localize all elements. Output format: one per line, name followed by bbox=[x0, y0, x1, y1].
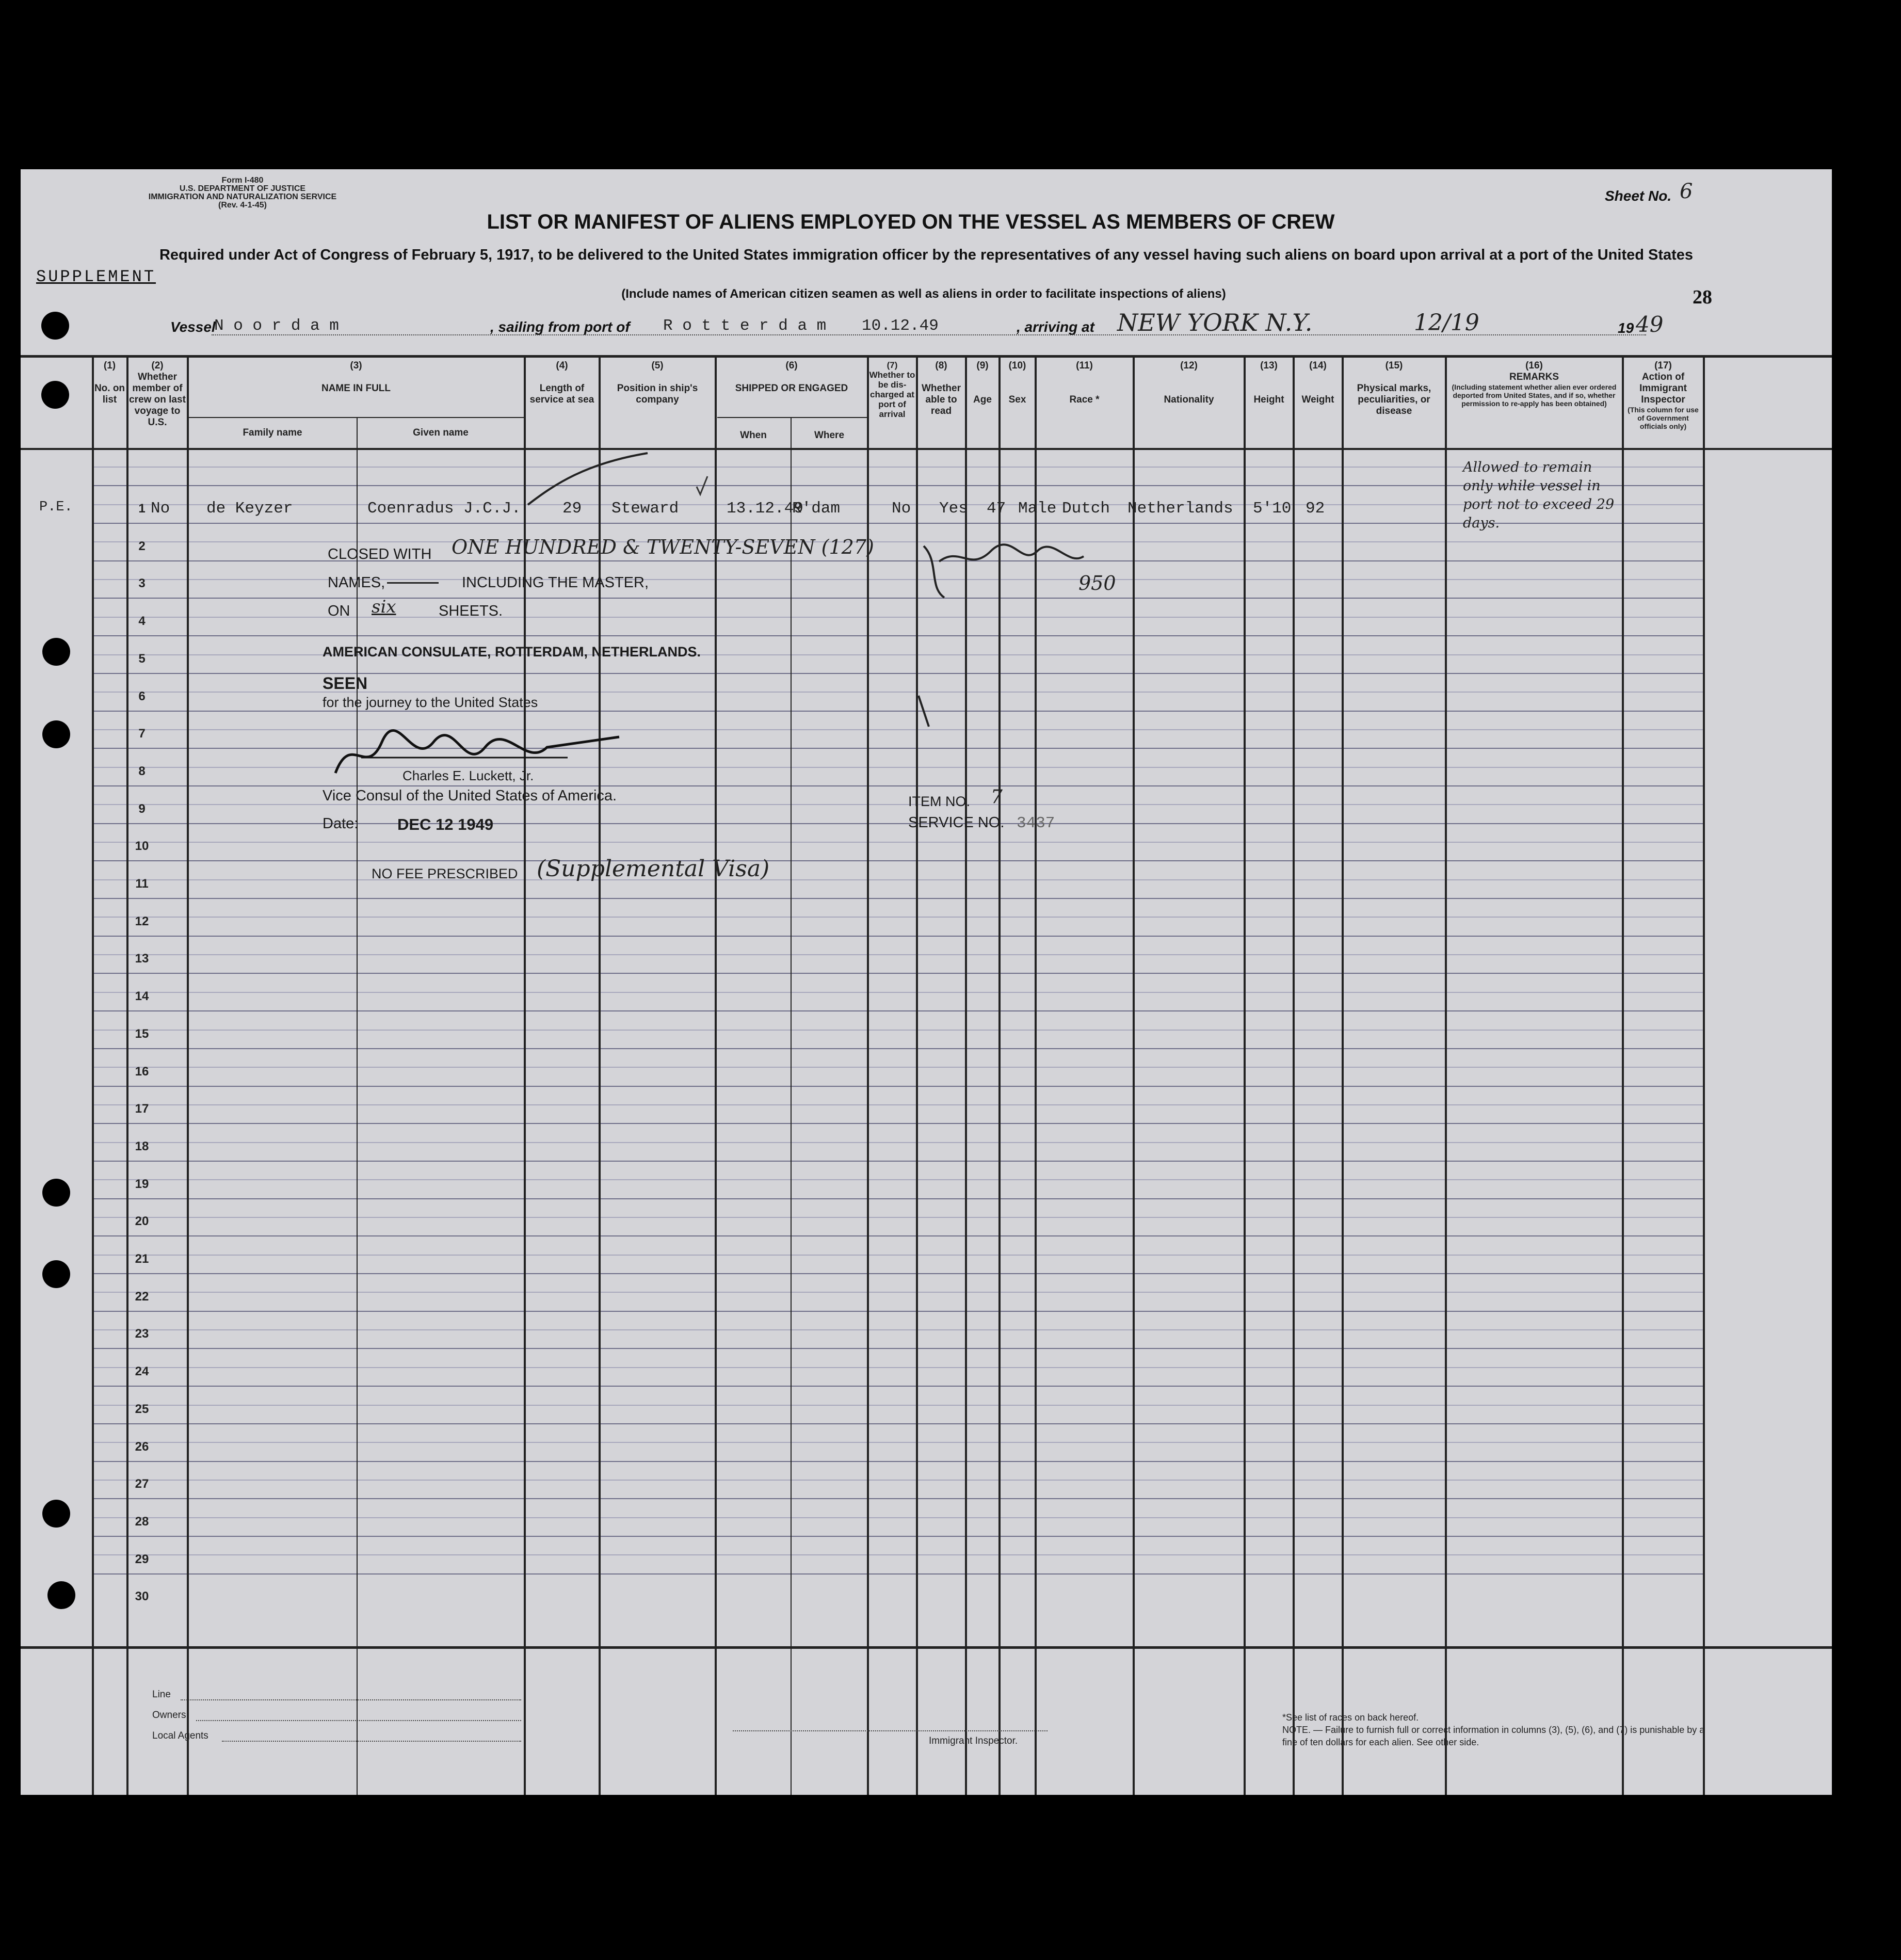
arriving-port: NEW YORK N.Y. bbox=[1117, 309, 1313, 336]
col15-label: Physical marks, peculiarities, or disease bbox=[1357, 383, 1431, 416]
col10-number: (10) bbox=[1008, 360, 1026, 371]
col-rule-18 bbox=[1703, 356, 1705, 1795]
row-rule bbox=[92, 936, 1703, 937]
family-name-header: Family name bbox=[243, 427, 302, 438]
cell-able-to-read: Yes bbox=[939, 500, 968, 518]
row-number: 26 bbox=[135, 1439, 149, 1454]
given-name-header: Given name bbox=[413, 427, 469, 438]
col15-number: (15) bbox=[1385, 360, 1403, 371]
table-top-rule bbox=[21, 355, 1832, 358]
row-number: 7 bbox=[138, 727, 146, 741]
row-rule bbox=[92, 1048, 1703, 1049]
row-number: 3 bbox=[138, 576, 146, 591]
row-rule bbox=[92, 954, 1703, 955]
col5-header bbox=[600, 360, 715, 406]
table-bottom-rule bbox=[21, 1646, 1832, 1649]
col15-header bbox=[1343, 360, 1445, 417]
col6-number: (6) bbox=[785, 360, 798, 371]
handwritten-950: 950 bbox=[1078, 572, 1116, 595]
col17-header bbox=[1623, 360, 1703, 430]
cell-weight: 92 bbox=[1306, 500, 1325, 518]
revision: (Rev. 4-1-45) bbox=[218, 201, 267, 210]
sailing-date: 10.12.49 bbox=[862, 317, 939, 335]
cell-race: Dutch bbox=[1062, 500, 1110, 518]
shipped-when-header: When bbox=[740, 430, 767, 441]
row-rule bbox=[92, 1442, 1703, 1443]
year-prefix: 19 bbox=[1618, 320, 1634, 336]
row-rule bbox=[92, 1329, 1703, 1330]
row-rule bbox=[92, 1255, 1703, 1256]
punch-hole bbox=[41, 312, 69, 340]
service-name: IMMIGRATION AND NATURALIZATION SERVICE bbox=[148, 192, 337, 201]
col3-header bbox=[188, 360, 524, 394]
row-rule bbox=[92, 1123, 1703, 1124]
col-rule-3b bbox=[357, 417, 358, 1795]
names-label: NAMES, bbox=[328, 574, 385, 591]
row-number: 27 bbox=[135, 1477, 149, 1491]
document-title: LIST OR MANIFEST OF ALIENS EMPLOYED ON THE VESSEL AS MEMBERS OF CREW bbox=[487, 211, 1335, 233]
cell-remarks: Allowed to remain only while vessel in port not to exceed 29 days. bbox=[1463, 459, 1615, 531]
row-rule bbox=[92, 842, 1703, 843]
punch-hole bbox=[42, 1260, 70, 1288]
arrival-date: 12/19 bbox=[1414, 310, 1479, 336]
col14-label: Weight bbox=[1301, 394, 1334, 405]
row-number: 1 bbox=[138, 502, 146, 516]
sailing-label: , sailing from port of bbox=[490, 319, 630, 335]
col2-number: (2) bbox=[151, 360, 164, 371]
form-header-block bbox=[114, 176, 372, 210]
col6-header bbox=[716, 360, 867, 394]
punch-hole bbox=[42, 1500, 70, 1528]
row-rule bbox=[92, 1104, 1703, 1105]
col5-label: Position in ship's company bbox=[617, 383, 698, 405]
document-note: (Include names of American citizen seamen as well as aliens in order to facilitate inspections of aliens) bbox=[621, 287, 1226, 301]
cell-height: 5'10 bbox=[1253, 500, 1292, 518]
supplemental-visa-note: (Supplemental Visa) bbox=[537, 856, 770, 882]
row-number: 12 bbox=[135, 914, 149, 928]
punch-hole bbox=[42, 720, 70, 748]
row-rule bbox=[92, 1348, 1703, 1349]
row-rule bbox=[92, 1198, 1703, 1199]
supplement-label: SUPPLEMENT bbox=[36, 267, 156, 286]
sheet-label: Sheet No. bbox=[1605, 188, 1672, 204]
col16-label: REMARKS bbox=[1509, 372, 1559, 382]
footer-line-label: Line bbox=[152, 1689, 171, 1700]
punch-hole bbox=[41, 381, 69, 409]
col16-note: (Including statement whether alien ever ordered deported from United States, and if so, whether permission to re-apply has been obtained) bbox=[1452, 383, 1617, 408]
vessel-label: Vessel bbox=[170, 319, 216, 335]
col12-number: (12) bbox=[1180, 360, 1198, 371]
row-rule bbox=[92, 1461, 1703, 1462]
footer-agents-rule bbox=[222, 1741, 521, 1742]
row-rule bbox=[92, 1067, 1703, 1068]
year-suffix: 49 bbox=[1636, 312, 1664, 337]
row-rule bbox=[92, 1010, 1703, 1011]
col-rule-1 bbox=[92, 356, 94, 1795]
punch-hole bbox=[42, 638, 70, 666]
col8-header bbox=[917, 360, 965, 417]
cell-shipped-where: R'dam bbox=[792, 500, 841, 518]
row-number: 20 bbox=[135, 1214, 149, 1229]
cell-last-voyage: No bbox=[151, 500, 170, 518]
col12-header bbox=[1134, 360, 1244, 406]
consulate-name: AMERICAN CONSULATE, ROTTERDAM, NETHERLANDS. bbox=[323, 644, 701, 660]
row-rule bbox=[92, 1386, 1703, 1387]
row-rule bbox=[92, 1235, 1703, 1236]
row-number: 19 bbox=[135, 1177, 149, 1191]
row-rule bbox=[92, 1142, 1703, 1143]
row-number: 22 bbox=[135, 1289, 149, 1304]
cell-service-length: 29 bbox=[562, 500, 582, 518]
col1-header bbox=[93, 360, 126, 406]
small-check bbox=[697, 476, 707, 494]
inspector-rule bbox=[733, 1730, 1048, 1731]
name-subheader-rule bbox=[188, 417, 524, 418]
footer-owners-rule bbox=[196, 1720, 521, 1721]
col11-label: Race * bbox=[1069, 394, 1100, 405]
col7-label: Whether to be dis-charged at port of arrival bbox=[869, 370, 915, 419]
row-number: 6 bbox=[138, 689, 146, 703]
penalty-note: NOTE. — Failure to furnish full or correct information in columns (3), (5), (6), and (7) is punishable by a fine of ten dollars for each alien. See other side. bbox=[1282, 1725, 1705, 1747]
col10-header bbox=[1000, 360, 1035, 406]
col11-header bbox=[1036, 360, 1133, 406]
row-rule bbox=[92, 1161, 1703, 1162]
sailing-port: R o t t e r d a m bbox=[663, 317, 827, 335]
service-no-value: 3437 bbox=[1017, 814, 1055, 832]
punch-hole bbox=[47, 1581, 75, 1609]
item-no-value: 7 bbox=[991, 786, 1003, 808]
cell-nationality: Netherlands bbox=[1127, 500, 1233, 518]
row-rule bbox=[92, 1217, 1703, 1218]
row-rule bbox=[92, 1517, 1703, 1518]
col-rule-13 bbox=[1244, 356, 1246, 1795]
row-number: 30 bbox=[135, 1589, 149, 1604]
col2-header bbox=[128, 360, 187, 428]
row-rule bbox=[92, 1536, 1703, 1537]
col8-number: (8) bbox=[935, 360, 947, 371]
col-rule-15 bbox=[1342, 356, 1344, 1795]
col3-label: NAME IN FULL bbox=[321, 383, 391, 394]
row-rule bbox=[92, 898, 1703, 899]
row-rule bbox=[92, 1311, 1703, 1312]
races-note: *See list of races on back hereof. bbox=[1282, 1712, 1419, 1723]
row-number: 9 bbox=[138, 801, 146, 816]
row-rule bbox=[92, 917, 1703, 918]
item-no-label: ITEM NO. bbox=[908, 794, 970, 809]
row-rule bbox=[92, 1179, 1703, 1180]
row-number: 13 bbox=[135, 952, 149, 966]
col16-header bbox=[1446, 360, 1622, 408]
col17-note: (This column for use of Government officials only) bbox=[1628, 406, 1699, 430]
seen-label: SEEN bbox=[323, 674, 368, 693]
row-rule bbox=[92, 1498, 1703, 1499]
arriving-label: , arriving at bbox=[1017, 319, 1094, 335]
row-rule bbox=[92, 1405, 1703, 1406]
cell-given-name: Coenradus J.C.J. bbox=[367, 500, 521, 518]
col7-number: (7) bbox=[887, 360, 898, 370]
col13-header bbox=[1245, 360, 1293, 406]
col-rule-16 bbox=[1445, 356, 1447, 1795]
document-subtitle: Required under Act of Congress of February 5, 1917, to be delivered to the United States immigration officer by the representatives of any vessel having such aliens on board upon arrival at a port of the United States bbox=[159, 247, 1694, 263]
row-rule bbox=[92, 1273, 1703, 1274]
vice-consul-title: Vice Consul of the United States of America. bbox=[323, 788, 617, 804]
names-dash bbox=[387, 582, 439, 584]
row-rule bbox=[92, 1292, 1703, 1293]
row-rule bbox=[92, 973, 1703, 974]
inspector-initials bbox=[919, 531, 1089, 603]
consul-name: Charles E. Luckett, Jr. bbox=[402, 768, 534, 783]
vessel-line-rule bbox=[212, 334, 1646, 335]
row-number: 29 bbox=[135, 1552, 149, 1566]
row-number: 15 bbox=[135, 1026, 149, 1041]
row-rule bbox=[92, 1573, 1703, 1575]
row-rule bbox=[92, 1480, 1703, 1481]
col10-label: Sex bbox=[1008, 394, 1026, 405]
col7-header bbox=[868, 360, 916, 419]
footer-agents-label: Local Agents bbox=[152, 1730, 208, 1741]
col13-label: Height bbox=[1253, 394, 1284, 405]
row-rule bbox=[92, 879, 1703, 880]
col-rule-14 bbox=[1293, 356, 1295, 1795]
date-label: Date: bbox=[323, 815, 359, 832]
no-fee-label: NO FEE PRESCRIBED bbox=[372, 866, 518, 881]
col11-number: (11) bbox=[1076, 360, 1093, 371]
row-number: 4 bbox=[138, 614, 146, 629]
port-of-entry-marker: P.E. bbox=[39, 500, 73, 515]
closed-with-label: CLOSED WITH bbox=[328, 546, 432, 563]
item-slash bbox=[919, 696, 929, 727]
row-number: 14 bbox=[135, 989, 149, 1004]
row-number: 16 bbox=[135, 1064, 149, 1079]
row-rule bbox=[92, 860, 1703, 861]
row-number: 24 bbox=[135, 1364, 149, 1379]
manifest-sheet bbox=[21, 169, 1832, 1795]
sheets-label: SHEETS. bbox=[439, 603, 503, 619]
col4-number: (4) bbox=[556, 360, 568, 371]
col-rule-3 bbox=[187, 356, 189, 1795]
col17-number: (17) bbox=[1654, 360, 1672, 371]
sheet-count: six bbox=[372, 597, 396, 617]
cell-shipped-when: 13.12.49 bbox=[727, 500, 803, 518]
col12-label: Nationality bbox=[1164, 394, 1214, 405]
row-number: 23 bbox=[135, 1327, 149, 1341]
row-number: 10 bbox=[135, 839, 149, 854]
col-rule-12 bbox=[1133, 356, 1135, 1795]
col4-header bbox=[525, 360, 599, 406]
on-label: ON bbox=[328, 603, 350, 619]
col9-number: (9) bbox=[976, 360, 989, 371]
col8-label: Whether able to read bbox=[922, 383, 961, 416]
consular-date: DEC 12 1949 bbox=[397, 815, 494, 833]
col5-number: (5) bbox=[651, 360, 664, 371]
punch-hole bbox=[42, 1179, 70, 1207]
journey-label: for the journey to the United States bbox=[323, 695, 538, 710]
row-rule bbox=[92, 1367, 1703, 1368]
row-number: 17 bbox=[135, 1102, 149, 1116]
row-rule bbox=[92, 1086, 1703, 1087]
footer-owners-label: Owners bbox=[152, 1710, 186, 1721]
row-rule bbox=[92, 1030, 1703, 1031]
cell-family-name: de Keyzer bbox=[206, 500, 293, 518]
form-number: Form I-480 bbox=[221, 176, 264, 185]
department: U.S. DEPARTMENT OF JUSTICE bbox=[179, 184, 306, 193]
row-number: 18 bbox=[135, 1139, 149, 1153]
col14-header bbox=[1294, 360, 1342, 406]
check-stroke bbox=[528, 453, 648, 505]
shipped-subheader-rule bbox=[717, 417, 867, 418]
col4-label: Length of service at sea bbox=[529, 383, 594, 405]
col-rule-17 bbox=[1622, 356, 1624, 1795]
col9-label: Age bbox=[973, 394, 992, 405]
col13-number: (13) bbox=[1260, 360, 1278, 371]
col16-number: (16) bbox=[1525, 360, 1543, 371]
col1-number: (1) bbox=[103, 360, 116, 371]
col9-header bbox=[966, 360, 998, 406]
shipped-where-header: Where bbox=[814, 430, 845, 441]
row-number: 8 bbox=[138, 764, 146, 778]
cell-sex: Male bbox=[1018, 500, 1057, 518]
row-number: 28 bbox=[135, 1514, 149, 1529]
row-number: 11 bbox=[135, 877, 149, 891]
cell-position: Steward bbox=[611, 500, 679, 518]
col6-label: SHIPPED OR ENGAGED bbox=[735, 383, 848, 394]
including-master-label: INCLUDING THE MASTER, bbox=[462, 574, 649, 591]
row-rule bbox=[92, 1554, 1703, 1555]
col3-number: (3) bbox=[350, 360, 362, 371]
col2-label: Whether member of crew on last voyage to U.S. bbox=[129, 372, 186, 428]
footer-line-rule bbox=[181, 1699, 521, 1700]
vessel-name: N o o r d a m bbox=[214, 317, 339, 335]
row-number: 5 bbox=[138, 651, 146, 666]
col17-label: Action of Immigrant Inspector bbox=[1639, 372, 1687, 405]
row-number: 21 bbox=[135, 1252, 149, 1266]
cell-age: 47 bbox=[987, 500, 1006, 518]
sheet-number: 6 bbox=[1680, 180, 1693, 203]
col1-label: No. on list bbox=[94, 383, 125, 405]
row-rule bbox=[92, 1423, 1703, 1424]
col14-number: (14) bbox=[1309, 360, 1327, 371]
cell-discharged: No bbox=[892, 500, 911, 518]
closed-with-count: ONE HUNDRED & TWENTY-SEVEN (127) bbox=[452, 536, 874, 558]
page-number: 28 bbox=[1693, 286, 1712, 308]
row-rule bbox=[92, 992, 1703, 993]
row-number: 25 bbox=[135, 1402, 149, 1416]
service-no-label: SERVICE NO. bbox=[908, 814, 1005, 831]
inspector-label: Immigrant Inspector. bbox=[929, 1736, 1018, 1746]
row-number: 2 bbox=[138, 539, 146, 553]
